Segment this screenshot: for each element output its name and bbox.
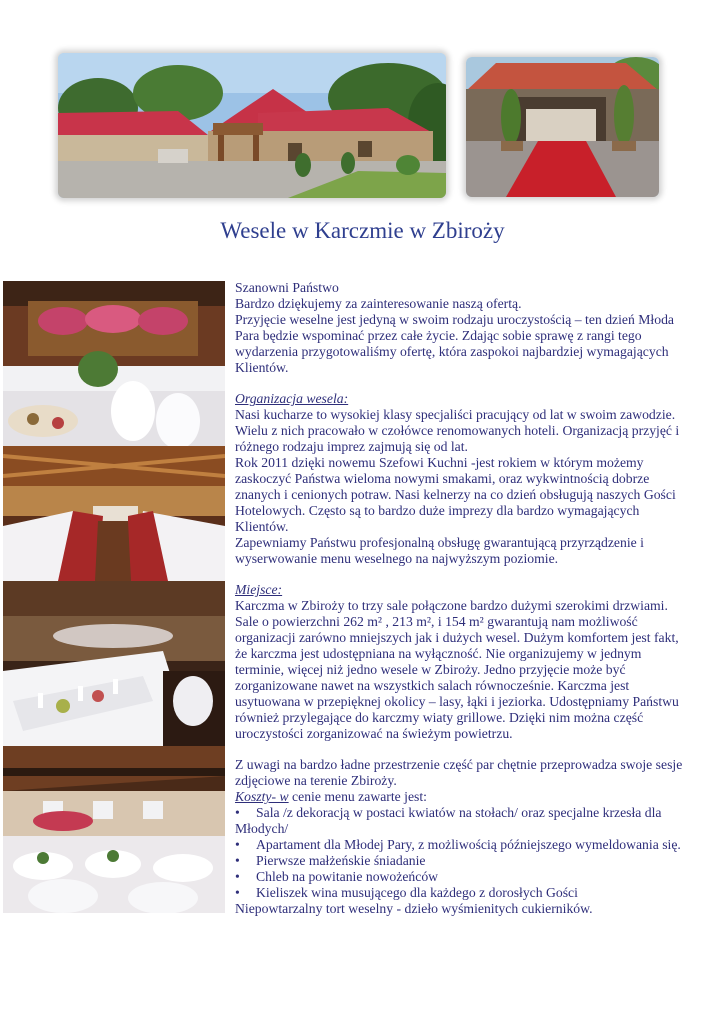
- banquet-hall-photo-2: [3, 446, 225, 581]
- thanks-line: Bardzo dziękujemy za zainteresowanie naszą ofertą.: [235, 295, 522, 311]
- organizacja-paragraph-3: Zapewniamy Państwu profesjonalną obsługę gwarantującą przyrządzenie i wyserwowanie menu weselnego na najwyższym poziomie.: [235, 534, 644, 566]
- section-heading-miejsce: Miejsce:: [235, 582, 283, 598]
- banquet-hall-photo-1: [3, 281, 225, 446]
- banquet-hall-photo-3: [3, 581, 225, 746]
- included-item: • Kieliszek wina musującego dla każdego z dorosłych Gości: [235, 885, 685, 901]
- included-item: • Apartament dla Młodej Pary, z możliwością późniejszego wymeldowania się.: [235, 837, 685, 853]
- karczma-exterior-photo: [58, 53, 446, 198]
- included-item: • Sala /z dekoracją w postaci kwiatów na stołach/ oraz specjalne krzesła dla Młodych/: [235, 805, 685, 837]
- page-title: Wesele w Karczmie w Zbiroży: [220, 218, 505, 243]
- cake-line: Niepowtarzalny tort weselny - dzieło wyśmienitych cukierników.: [235, 900, 593, 916]
- organizacja-paragraph-1: Nasi kucharze to wysokiej klasy specjaliści pracujący od lat w swoim zawodzie. Wielu z nich pracowało w czołówce renomowanych hoteli. Organizacją przyjęć i różnego rodzaju imprez zajmują się od lat.: [235, 407, 680, 455]
- banquet-hall-photo-4: [3, 746, 225, 913]
- organizacja-paragraph-2: Rok 2011 dzięki nowemu Szefowi Kuchni -jest rokiem w którym możemy zaskoczyć Państwa wieloma nowymi smakami, oraz wykwintnością dobrze znanych i cenionych potraw. Nasi kelnerzy na co dzień obsługują naszych Gości Hotelowych. Często są to bardzo duże imprezy dla bardzo wymagających Klientów.: [235, 455, 676, 534]
- section-heading-koszty: Koszty- w: [235, 789, 289, 805]
- photo-session-note: Z uwagi na bardzo ładne przestrzenie część par chętnie przeprowadza swoje sesje zdjęciowe na terenie Zbiroży.: [235, 757, 683, 789]
- offer-text: [235, 280, 685, 917]
- section-heading-organizacja: Organizacja wesela:: [235, 391, 349, 407]
- entrance-red-carpet-photo: [466, 57, 659, 197]
- miejsce-paragraph: Karczma w Zbiroży to trzy sale połączone bardzo dużymi szerokimi drzwiami. Sale o powierzchni 262 m² , 213 m², i 154 m² gwarantują nam możliwość organizacji zarówno mniejszych jak i dużych wesel. Dużym komfortem jest fakt, że karczma jest udostępniana na wyłączność. Nie organizujemy w jednym terminie, więcej niż jedno wesele w Zbiroży. Jedno przyjęcie może być zorganizowane nawet na wszystkich salach równocześnie. Karczma jest usytuowana w przepięknej okolicy – lasy, łąki i jeziorka. Udostępniamy Państwu również przylegające do karczmy wiaty grillowe. Dzięki nim można część uroczystości zorganizować na świeżym powietrzu.: [235, 598, 679, 741]
- greeting: Szanowni Państwo: [235, 280, 339, 295]
- included-item: • Chleb na powitanie nowożeńców: [235, 869, 685, 885]
- koszty-intro: cenie menu zawarte jest:: [288, 789, 427, 805]
- included-item: • Pierwsze małżeńskie śniadanie: [235, 853, 685, 869]
- koszty-line: [235, 789, 685, 805]
- intro-paragraph: Przyjęcie weselne jest jedyną w swoim rodzaju uroczystością – ten dzień Młoda Para będzie wspominać przez całe życie. Zdając sobie sprawę z rangi tego wydarzenia przygotowaliśmy ofertę, która zaspokoi najbardziej wymagających Klientów.: [235, 311, 675, 375]
